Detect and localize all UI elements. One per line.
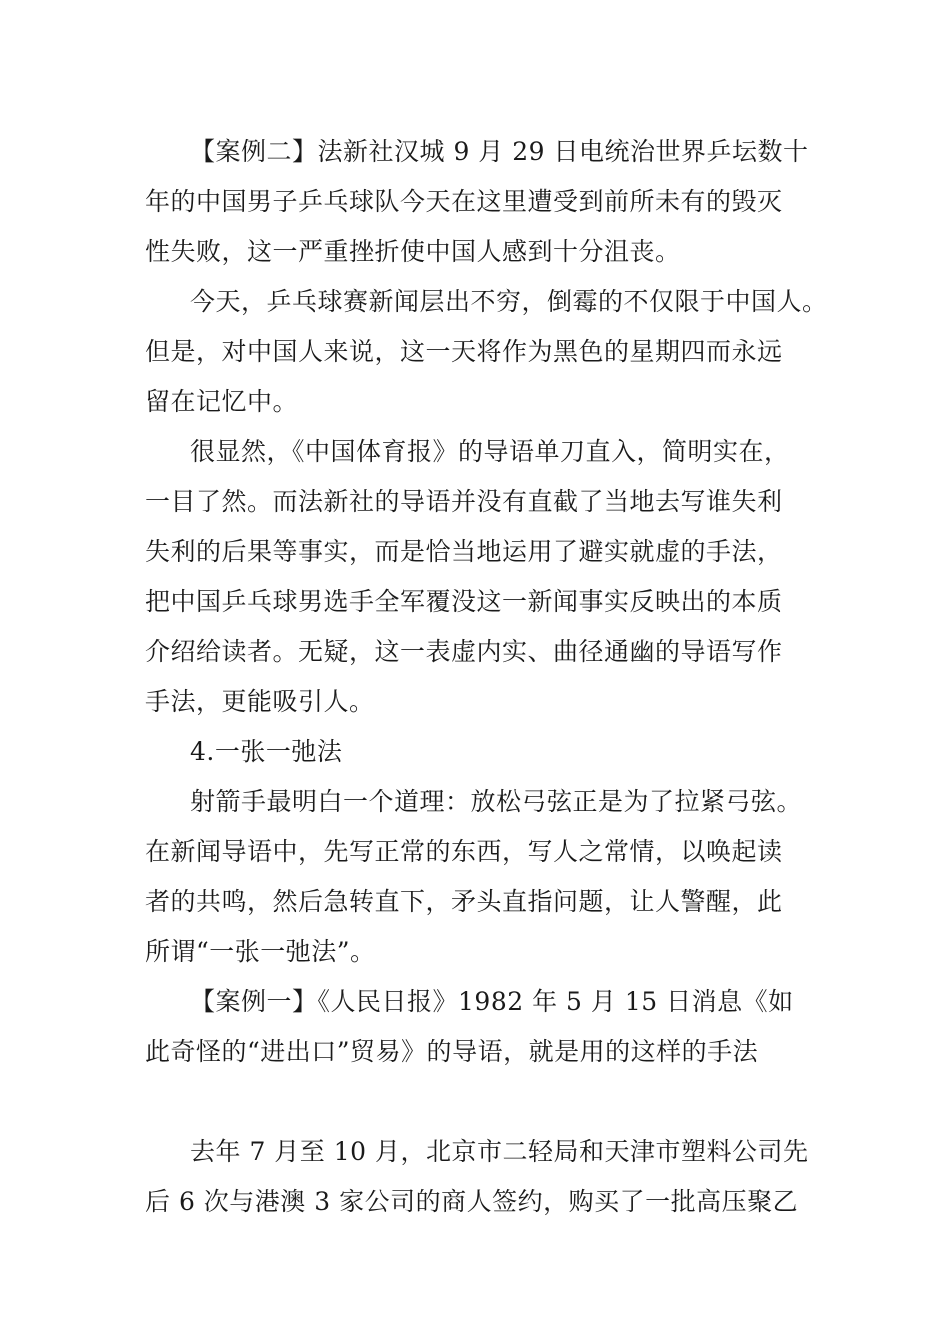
text-line: 但是，对中国人来说，这一天将作为黑色的星期四而永远	[145, 337, 783, 366]
text-line: 【案例一】《人民日报》1982 年 5 月 15 日消息《如	[190, 987, 794, 1016]
text-line: 一目了然。而法新社的导语并没有直截了当地去写谁失利	[145, 487, 783, 516]
text-line: 者的共鸣，然后急转直下，矛头直指问题，让人警醒，此	[145, 887, 783, 916]
text-line: 今天，乒乓球赛新闻层出不穷，倒霉的不仅限于中国人。	[190, 287, 828, 316]
text-line: 后 6 次与港澳 3 家公司的商人签约，购买了一批高压聚乙	[145, 1187, 799, 1216]
text-line: 【案例二】法新社汉城 9 月 29 日电统治世界乒坛数十	[190, 137, 809, 166]
text-line: 失利的后果等事实，而是恰当地运用了避实就虚的手法，	[145, 537, 783, 566]
text-line: 射箭手最明白一个道理：放松弓弦正是为了拉紧弓弦。	[190, 787, 803, 816]
text-line: 此奇怪的“进出口”贸易》的导语，就是用的这样的手法	[145, 1037, 759, 1066]
text-line: 很显然，《中国体育报》的导语单刀直入，简明实在，	[190, 437, 790, 466]
text-line: 介绍给读者。无疑，这一表虚内实、曲径通幽的导语写作	[145, 637, 783, 666]
text-line: 留在记忆中。	[145, 387, 299, 416]
text-line: 手法，更能吸引人。	[145, 687, 375, 716]
section-heading: 4.一张一弛法	[190, 737, 343, 766]
text-line: 年的中国男子乒乓球队今天在这里遭受到前所未有的毁灭	[145, 187, 783, 216]
text-line: 去年 7 月至 10 月，北京市二轻局和天津市塑料公司先	[190, 1137, 809, 1166]
text-line: 所谓“一张一弛法”。	[145, 937, 376, 966]
text-line: 把中国乒乓球男选手全军覆没这一新闻事实反映出的本质	[145, 587, 783, 616]
text-line: 性失败，这一严重挫折使中国人感到十分沮丧。	[145, 237, 681, 266]
text-line: 在新闻导语中，先写正常的东西，写人之常情，以唤起读	[145, 837, 783, 866]
